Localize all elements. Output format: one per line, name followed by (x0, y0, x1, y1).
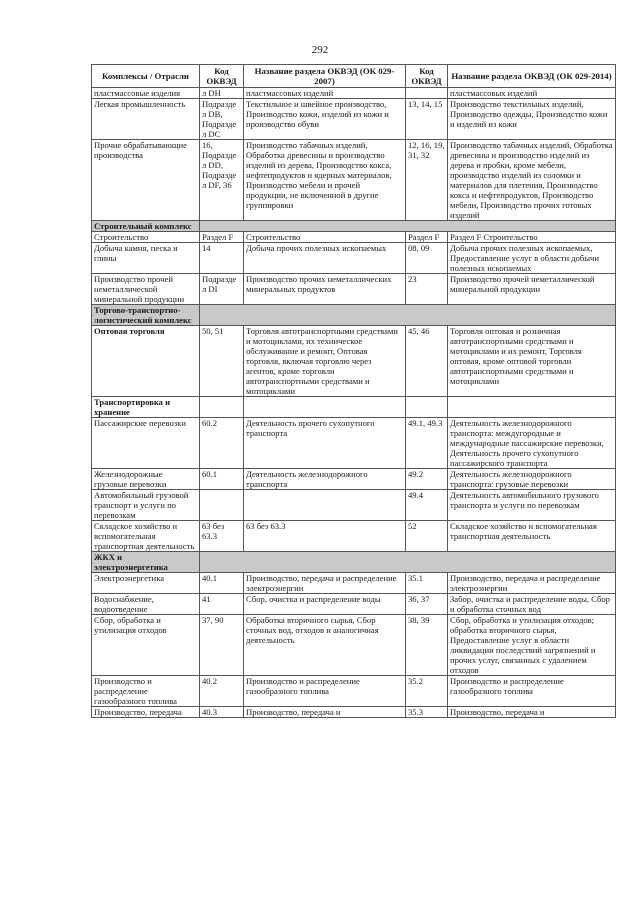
table-row (92, 274, 616, 305)
table-row (92, 140, 616, 221)
cell-name-2014: Сбор, обработка и утилизация отходов; обработка вторичного сырья, Предоставление услуг в области ликвидации последствий загрязнений и прочих услуг, связанных с удалением отходов (448, 615, 616, 676)
cell-name-2007: Сбор, очистка и распределение воды (244, 594, 406, 615)
table-row (92, 521, 616, 552)
section-fill (200, 552, 616, 573)
cell-complex: Производство, передача (92, 707, 200, 718)
cell-code-2007: 37, 90 (200, 615, 244, 676)
cell-name-2014: Производство, передача и (448, 707, 616, 718)
cell-name-2007: 63 без 63.3 (244, 521, 406, 552)
cell-code-2014: 35.1 (406, 573, 448, 594)
cell-name-2014: Производство табачных изделий, Обработка древесины и производство изделий из дерева и пробки, кроме мебели, производство изделий из соломки и материалов для плетения, Производство кокса и нефтепродуктов, Производство мебели, Производство прочих готовых изделий (448, 140, 616, 221)
header-name-2014: Название раздела ОКВЭД (ОК 029-2014) (448, 65, 616, 88)
table-row (92, 594, 616, 615)
table-header (92, 65, 616, 88)
cell-name-2007: Деятельность прочего сухопутного транспорта (244, 418, 406, 469)
cell-code-2007: л DH (200, 88, 244, 99)
cell-code-2014: Раздел F (406, 232, 448, 243)
cell-code-2007: 40.1 (200, 573, 244, 594)
cell-name-2007: Деятельность железнодорожного транспорта (244, 469, 406, 490)
cell-name-2007: Торговля автотранспортными средствами и мотоциклами, их техническое обслуживание и ремонт, Оптовая торговля, включая торговлю через агентов, кроме торговли автотранспортными средствами и мотоциклами (244, 326, 406, 397)
cell-complex: Электроэнергетика (92, 573, 200, 594)
cell-name-2007 (244, 490, 406, 521)
cell-name-2014: Производство и распределение газообразного топлива (448, 676, 616, 707)
cell-code-2014: 35.2 (406, 676, 448, 707)
cell-code-2014: 45, 46 (406, 326, 448, 397)
okved-table (91, 64, 616, 718)
cell-name-2014: пластмассовых изделий (448, 88, 616, 99)
section-row (92, 305, 616, 326)
cell-code-2014: 52 (406, 521, 448, 552)
cell-name-2007: Строительство (244, 232, 406, 243)
cell-name-2007: Добыча прочих полезных ископаемых (244, 243, 406, 274)
cell-name-2007: Производство и распределение газообразного топлива (244, 676, 406, 707)
cell-name-2007: Производство, передача и (244, 707, 406, 718)
cell-name-2014: Деятельность железнодорожного транспорта: междугородные и международные пассажирские перевозки, Деятельность прочего сухопутного пассажирского транспорта (448, 418, 616, 469)
header-name-2007: Название раздела ОКВЭД (ОК 029-2007) (244, 65, 406, 88)
cell-name-2014: Забор, очистка и распределение воды, Сбор и обработка сточных вод (448, 594, 616, 615)
cell-complex: Пассажирские перевозки (92, 418, 200, 469)
table-row (92, 469, 616, 490)
cell-name-2014: Деятельность железнодорожного транспорта: грузовые перевозки (448, 469, 616, 490)
cell-code-2007: Раздел F (200, 232, 244, 243)
table-row (92, 615, 616, 676)
cell-name-2007: Производство прочих неметаллических минеральных продуктов (244, 274, 406, 305)
cell-code-2014: 08, 09 (406, 243, 448, 274)
cell-code-2014: 49.1, 49.3 (406, 418, 448, 469)
cell-complex: Складское хозяйство и вспомогательная транспортная деятельность (92, 521, 200, 552)
cell-name-2014: Добыча прочих полезных ископаемых, Предоставление услуг в области добычи полезных ископаемых (448, 243, 616, 274)
table-row (92, 326, 616, 397)
table-row (92, 232, 616, 243)
cell-name-2007: Текстильное и швейное производство, Производство кожи, изделий из кожи и производство обуви (244, 99, 406, 140)
cell-code-2007: 50, 51 (200, 326, 244, 397)
section-label: ЖКХ и электроэнергетика (92, 552, 200, 573)
cell-name-2014 (448, 397, 616, 418)
cell-complex: Строительство (92, 232, 200, 243)
cell-name-2014: Деятельность автомобильного грузового транспорта и услуги по перевозкам (448, 490, 616, 521)
header-complex: Комплексы / Отрасли (92, 65, 200, 88)
cell-code-2014: 13, 14, 15 (406, 99, 448, 140)
cell-complex: Оптовая торговля (92, 326, 200, 397)
cell-code-2007: 14 (200, 243, 244, 274)
cell-name-2014: Складское хозяйство и вспомогательная транспортная деятельность (448, 521, 616, 552)
cell-name-2014: Производство прочей неметаллической минеральной продукции (448, 274, 616, 305)
table-row (92, 397, 616, 418)
table-row (92, 490, 616, 521)
cell-name-2014: Раздел F Строительство (448, 232, 616, 243)
cell-complex: Добыча камня, песка и глины (92, 243, 200, 274)
cell-code-2014: 36, 37 (406, 594, 448, 615)
cell-code-2014: 38, 39 (406, 615, 448, 676)
cell-code-2014: 49.4 (406, 490, 448, 521)
cell-code-2007: 40.2 (200, 676, 244, 707)
cell-code-2014: 12, 16, 19, 31, 32 (406, 140, 448, 221)
header-code-2014: Код ОКВЭД (406, 65, 448, 88)
table-row (92, 418, 616, 469)
cell-code-2007: Подразде л DB, Подразде л DC (200, 99, 244, 140)
cell-complex: Транспортировка и хранение (92, 397, 200, 418)
cell-code-2014: 49.2 (406, 469, 448, 490)
section-row (92, 221, 616, 232)
cell-code-2007: 63 без 63.3 (200, 521, 244, 552)
cell-code-2014 (406, 88, 448, 99)
cell-name-2014: Торговля оптовая и розничная автотранспортными средствами и мотоциклами и их ремонт, Торговля оптовая, кроме оптовой торговли автотранспортными средствами и мотоциклами (448, 326, 616, 397)
cell-name-2014: Производство текстильных изделий, Производство одежды, Производство кожи и изделий из кожи (448, 99, 616, 140)
cell-code-2007: 60.2 (200, 418, 244, 469)
table-row (92, 99, 616, 140)
cell-complex: Автомобильный грузовой транспорт и услуги по перевозкам (92, 490, 200, 521)
header-code-2007: Код ОКВЭД (200, 65, 244, 88)
cell-code-2007: 60.1 (200, 469, 244, 490)
cell-name-2007 (244, 397, 406, 418)
cell-code-2007: Подразде л DI (200, 274, 244, 305)
table-row (92, 88, 616, 99)
cell-complex: Водоснабжение, водоотведение (92, 594, 200, 615)
cell-code-2014 (406, 397, 448, 418)
cell-code-2014: 35.3 (406, 707, 448, 718)
cell-complex: Прочие обрабатывающие производства (92, 140, 200, 221)
cell-complex: Легкая промышленность (92, 99, 200, 140)
table-row (92, 676, 616, 707)
cell-code-2007: 40.3 (200, 707, 244, 718)
section-fill (200, 221, 616, 232)
cell-name-2007: Обработка вторичного сырья, Сбор сточных вод, отходов и аналогичная деятельность (244, 615, 406, 676)
section-label: Строительный комплекс (92, 221, 200, 232)
cell-code-2007 (200, 490, 244, 521)
cell-code-2007 (200, 397, 244, 418)
table-row (92, 707, 616, 718)
cell-complex: Сбор, обработка и утилизация отходов (92, 615, 200, 676)
table-row (92, 243, 616, 274)
cell-code-2014: 23 (406, 274, 448, 305)
page-number: 292 (311, 44, 329, 56)
cell-complex: Железнодорожные грузовые перевозки (92, 469, 200, 490)
cell-complex: Производство и распределение газообразного топлива (92, 676, 200, 707)
cell-code-2007: 16, Подразде л DD, Подразде л DF, 36 (200, 140, 244, 221)
cell-name-2007: Производство табачных изделий, Обработка древесины и производство изделий из дерева, Производство кокса, нефтепродуктов и ядерных материалов, Производство мебели и прочей продукции, не включенной в другие группировки (244, 140, 406, 221)
section-fill (200, 305, 616, 326)
table-row (92, 573, 616, 594)
cell-complex: пластмассовые изделия (92, 88, 200, 99)
section-label: Торгово-транспортно-логистический комплекс (92, 305, 200, 326)
cell-name-2007: пластмассовых изделий (244, 88, 406, 99)
table-body (92, 88, 616, 718)
cell-name-2014: Производство, передача и распределение электроэнергии (448, 573, 616, 594)
cell-complex: Производство прочей неметаллической минеральной продукции (92, 274, 200, 305)
section-row (92, 552, 616, 573)
cell-code-2007: 41 (200, 594, 244, 615)
cell-name-2007: Производство, передача и распределение электроэнергии (244, 573, 406, 594)
